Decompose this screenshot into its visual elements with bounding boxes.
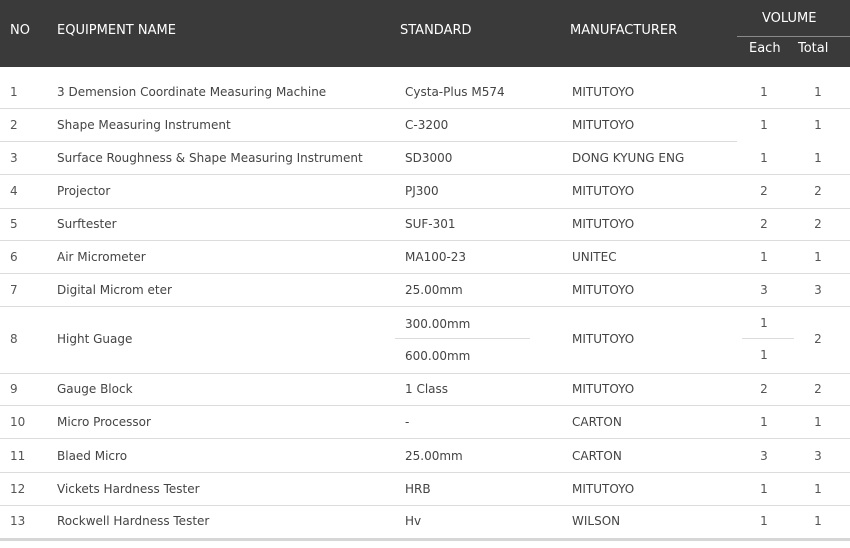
row-standard: MA100-23 [405, 250, 467, 264]
row-no: 6 [10, 250, 18, 264]
row-each: 1 [760, 514, 768, 528]
row-divider [0, 141, 737, 142]
row-equipment-name: Hight Guage [57, 332, 133, 346]
row-equipment-name: Air Micrometer [57, 250, 146, 264]
row-divider [0, 208, 850, 209]
header-equipment-name: EQUIPMENT NAME [57, 23, 176, 38]
row-manufacturer: DONG KYUNG ENG [572, 151, 685, 165]
row-manufacturer: WILSON [572, 514, 621, 528]
row-no: 8 [10, 332, 18, 346]
row-total: 2 [814, 184, 822, 198]
row-standard: 25.00mm [405, 449, 463, 463]
row-each: 1 [760, 415, 768, 429]
row-standard: Hv [405, 514, 422, 528]
row-each: 1 [760, 482, 768, 496]
row-divider [742, 338, 794, 339]
row-total: 1 [814, 514, 822, 528]
row-equipment-name: Vickets Hardness Tester [57, 482, 200, 496]
row-standard: Cysta-Plus M574 [405, 85, 505, 99]
row-total: 2 [814, 382, 822, 396]
row-equipment-name: Gauge Block [57, 382, 133, 396]
row-manufacturer: MITUTOYO [572, 217, 635, 231]
row-divider [0, 438, 850, 439]
row-manufacturer: MITUTOYO [572, 283, 635, 297]
row-divider [0, 405, 850, 406]
row-manufacturer: MITUTOYO [572, 332, 635, 346]
row-divider [0, 505, 850, 506]
row-manufacturer: MITUTOYO [572, 118, 635, 132]
row-each: 2 [760, 184, 768, 198]
row-divider [0, 373, 850, 374]
row-equipment-name: Digital Microm eter [57, 283, 172, 297]
row-each: 3 [760, 283, 768, 297]
row-no: 9 [10, 382, 18, 396]
row-standard: PJ300 [405, 184, 439, 198]
table-bottom-border [0, 538, 850, 541]
header-volume-divider [737, 36, 850, 37]
row-equipment-name: Micro Processor [57, 415, 151, 429]
row-standard: 300.00mm [405, 317, 471, 331]
row-manufacturer: MITUTOYO [572, 184, 635, 198]
row-total: 1 [814, 415, 822, 429]
row-equipment-name: Blaed Micro [57, 449, 128, 463]
row-divider [0, 240, 850, 241]
row-manufacturer: UNITEC [572, 250, 617, 264]
row-divider [0, 174, 850, 175]
header-volume: VOLUME [762, 11, 817, 26]
row-total: 1 [814, 482, 822, 496]
row-no: 4 [10, 184, 18, 198]
row-each: 1 [760, 348, 768, 362]
row-manufacturer: MITUTOYO [572, 482, 635, 496]
row-no: 10 [10, 415, 26, 429]
row-standard: 600.00mm [405, 349, 471, 363]
row-total: 1 [814, 151, 822, 165]
row-divider [0, 306, 850, 307]
row-no: 2 [10, 118, 18, 132]
table-header [0, 0, 850, 67]
row-total: 1 [814, 250, 822, 264]
row-each: 1 [760, 118, 768, 132]
row-each: 3 [760, 449, 768, 463]
row-standard: 1 Class [405, 382, 449, 396]
row-divider [0, 108, 850, 109]
row-equipment-name: 3 Demension Coordinate Measuring Machine [57, 85, 327, 99]
row-no: 1 [10, 85, 18, 99]
row-each: 1 [760, 250, 768, 264]
header-no: NO [10, 23, 30, 38]
row-total: 1 [814, 118, 822, 132]
row-each: 1 [760, 151, 768, 165]
row-no: 11 [10, 449, 26, 463]
row-equipment-name: Rockwell Hardness Tester [57, 514, 210, 528]
row-equipment-name: Surface Roughness & Shape Measuring Instrument [57, 151, 363, 165]
row-total: 2 [814, 217, 822, 231]
row-standard: SD3000 [405, 151, 453, 165]
header-standard: STANDARD [400, 23, 472, 38]
row-total: 3 [814, 449, 822, 463]
header-total: Total [798, 41, 829, 56]
row-each: 2 [760, 382, 768, 396]
row-total: 3 [814, 283, 822, 297]
row-manufacturer: MITUTOYO [572, 85, 635, 99]
row-standard: HRB [405, 482, 431, 496]
row-standard: C-3200 [405, 118, 449, 132]
row-equipment-name: Surftester [57, 217, 117, 231]
row-divider [0, 472, 850, 473]
row-each: 2 [760, 217, 768, 231]
row-standard: 25.00mm [405, 283, 463, 297]
row-standard: - [405, 415, 410, 429]
row-no: 5 [10, 217, 18, 231]
row-no: 3 [10, 151, 18, 165]
header-each: Each [749, 41, 781, 56]
row-equipment-name: Projector [57, 184, 111, 198]
row-total: 1 [814, 85, 822, 99]
row-total: 2 [814, 332, 822, 346]
row-each: 1 [760, 85, 768, 99]
row-no: 13 [10, 514, 26, 528]
row-manufacturer: CARTON [572, 449, 622, 463]
row-divider [0, 273, 850, 274]
row-equipment-name: Shape Measuring Instrument [57, 118, 231, 132]
row-no: 7 [10, 283, 18, 297]
row-each: 1 [760, 316, 768, 330]
row-divider [395, 338, 530, 339]
row-standard: SUF-301 [405, 217, 456, 231]
row-no: 12 [10, 482, 26, 496]
row-manufacturer: MITUTOYO [572, 382, 635, 396]
header-manufacturer: MANUFACTURER [570, 23, 678, 38]
row-manufacturer: CARTON [572, 415, 622, 429]
